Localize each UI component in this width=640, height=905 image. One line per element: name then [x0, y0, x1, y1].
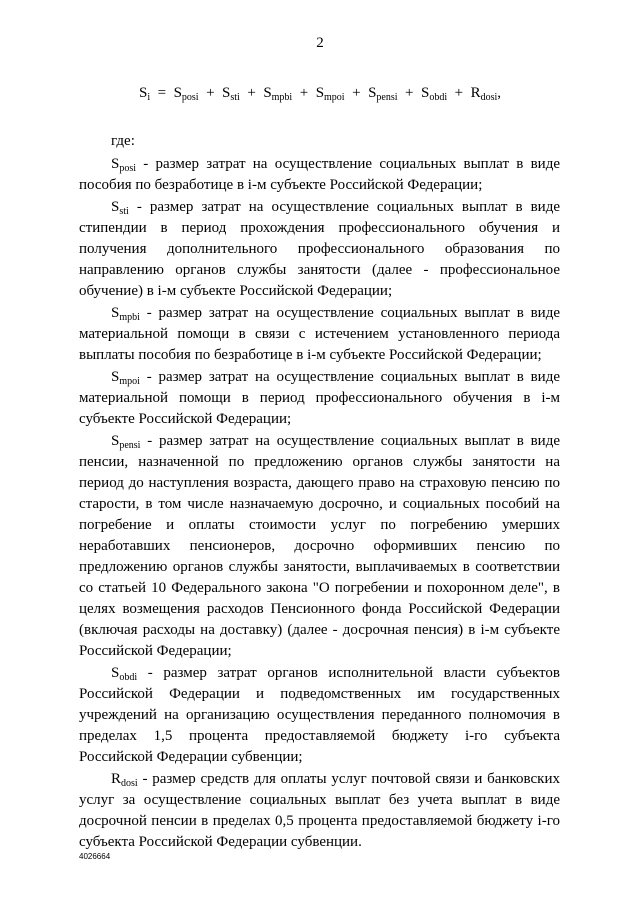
formula-term: $S_{mpbi}$: [263, 85, 293, 103]
document-code: 4026664: [79, 852, 111, 861]
formula-plus: +: [401, 85, 418, 101]
formula-term: $S_{mpoi}$: [315, 85, 345, 103]
where-label: где:: [111, 133, 135, 149]
formula-plus: +: [243, 85, 260, 101]
definition-symbol: $S_{posi}$: [111, 156, 137, 174]
formula-equals: =: [153, 85, 170, 101]
definition-symbol: $R_{dosi}$: [111, 771, 138, 789]
definition-symbol: $S_{mpoi}$: [111, 369, 140, 387]
definition-mpoi: [79, 367, 560, 430]
formula-term: $S_{pensi}$: [368, 85, 398, 103]
definition-symbol: $S_{pensi}$: [111, 433, 141, 451]
definition-text: - размер затрат на осуществление социальных выплат в виде пособия по безработице в i-м субъекте Российской Федерации;: [79, 156, 560, 193]
definition-text: - размер затрат на осуществление социальных выплат в виде материальной помощи в период профессионального обучения в i-м субъекте Российской Федерации;: [79, 369, 560, 427]
formula: [0, 82, 640, 104]
definition-obdi: [79, 663, 560, 768]
definition-symbol: $S_{sti}$: [111, 199, 129, 217]
definition-dosi: [79, 769, 560, 853]
definition-posi: [79, 154, 560, 196]
formula-plus: +: [450, 85, 467, 101]
definition-mpbi: [79, 303, 560, 366]
definition-pensi: [79, 431, 560, 662]
formula-lhs: $S_i$: [138, 85, 151, 103]
formula-term: $S_{obdi}$: [420, 85, 448, 103]
formula-term: $R_{dosi}$: [470, 85, 498, 103]
definition-text: - размер средств для оплаты услуг почтовой связи и банковских услуг за осуществление социальных выплат без учета выплат в виде досрочной пенсии в пределах 0,5 процента предоставляемой бюджету i-го субъекта Российской Федерации субвенции.: [79, 771, 560, 850]
page-number: 2: [316, 35, 324, 51]
definition-sti: [79, 197, 560, 302]
formula-plus: +: [202, 85, 219, 101]
document-body: [79, 131, 560, 854]
definition-symbol: $S_{obdi}$: [111, 665, 138, 683]
definition-symbol: $S_{mpbi}$: [111, 305, 140, 323]
formula-term: $S_{posi}$: [173, 85, 199, 103]
definition-text: - размер затрат органов исполнительной власти субъектов Российской Федерации и подведомственных им государственных учреждений на организацию осуществления переданного полномочия в пределах 1,5 процента предоставляемой бюджету i-го субъекта Российской Федерации субвенции;: [79, 665, 560, 765]
formula-plus: +: [348, 85, 365, 101]
definition-text: - размер затрат на осуществление социальных выплат в виде материальной помощи в связи с истечением установленного периода выплаты пособия по безработице в i-м субъекте Российской Федерации;: [79, 305, 560, 363]
definition-text: - размер затрат на осуществление социальных выплат в виде стипендии в период прохождения профессионального обучения и получения дополнительного профессионального образования по направлению органов службы занятости (далее - профессиональное обучение) в i-м субъекте Российской Федерации;: [79, 199, 560, 299]
formula-term: $S_{sti}$: [222, 85, 240, 103]
definition-text: - размер затрат на осуществление социальных выплат в виде пенсии, назначенной по предложению органов службы занятости на период до наступления возраста, дающего право на страховую пенсию по старости, в том числе назначаемую досрочно, и социальных пособий на погребение и оплаты стоимости услуг по погребению умерших неработавших пенсионеров, досрочно оформивших пенсию по предложению органов службы занятости, выплачиваемых в соответствии со статьей 10 Федерального закона "О погребении и похоронном деле", в целях возмещения расходов Пенсионного фонда Российской Федерации (включая расходы на доставку) (далее - досрочная пенсия) в i-м субъекте Российской Федерации;: [79, 433, 560, 659]
formula-trailing: ,: [497, 85, 502, 101]
formula-plus: +: [295, 85, 312, 101]
